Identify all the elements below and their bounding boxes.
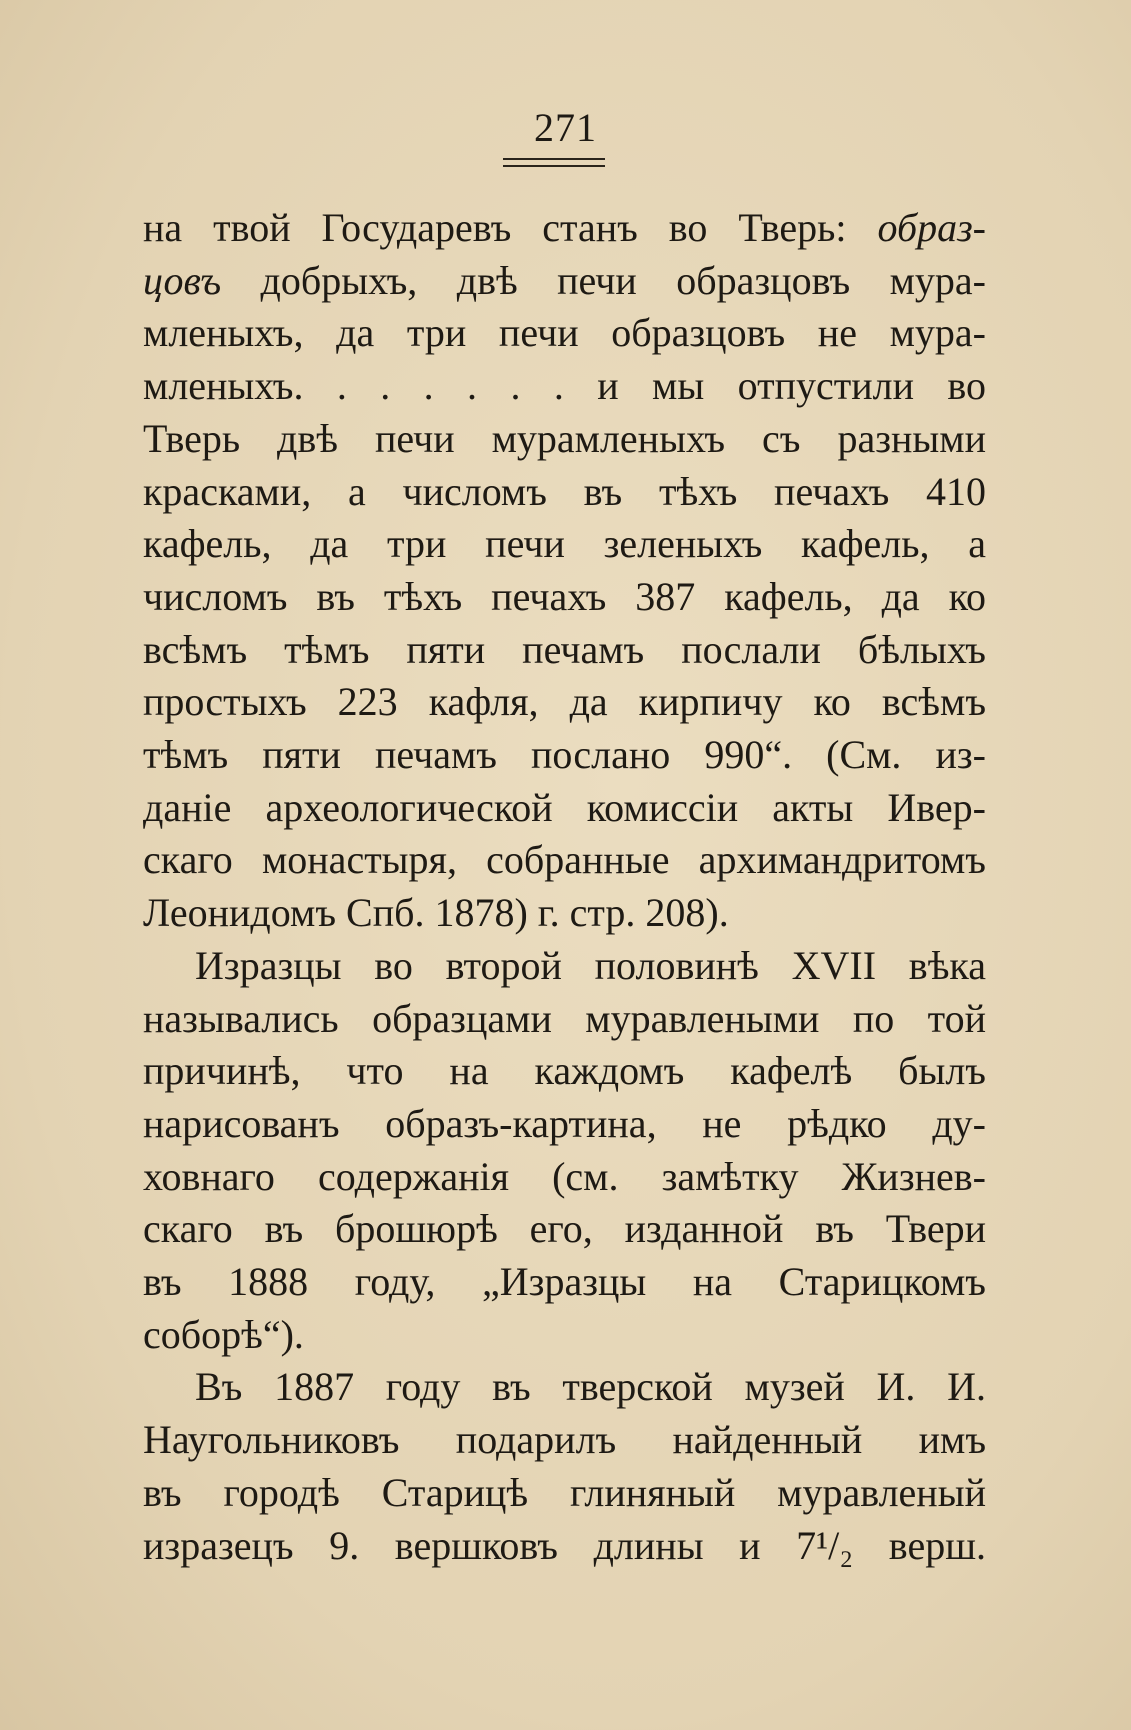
text-segment: нарисованъ образъ-картина, не рѣдко ду-	[143, 1100, 986, 1146]
text-line	[143, 202, 986, 255]
body-text	[143, 202, 986, 1572]
text-segment: мленыхъ, да три печи образцовъ не мура-	[143, 310, 986, 356]
text-line	[143, 1309, 986, 1362]
text-line	[143, 887, 986, 940]
text-segment: изразецъ 9. вершковъ длины и 7¹/₂ верш.	[143, 1522, 986, 1568]
text-line	[143, 834, 986, 887]
text-line	[143, 1520, 986, 1573]
text-segment: Въ 1887 году въ тверской музей И. И.	[195, 1364, 986, 1410]
text-line	[143, 518, 986, 571]
text-segment: Изразцы во второй половинѣ XVII вѣка	[195, 942, 986, 988]
text-line	[143, 729, 986, 782]
text-segment: всѣмъ тѣмъ пяти печамъ послали бѣлыхъ	[143, 626, 986, 672]
text-segment: кафель, да три печи зеленыхъ кафель, а	[143, 521, 986, 567]
text-line	[143, 1414, 986, 1467]
text-line	[143, 360, 986, 413]
text-segment: причинѣ, что на каждомъ кафелѣ былъ	[143, 1048, 986, 1094]
text-line	[143, 1151, 986, 1204]
text-line	[143, 993, 986, 1046]
header-rule	[503, 165, 605, 167]
italic-text: образ-	[877, 205, 986, 250]
text-line	[143, 782, 986, 835]
text-line	[143, 1045, 986, 1098]
text-segment: въ городѣ Старицѣ глиняный муравленый	[143, 1469, 986, 1515]
text-segment: мленыхъ. . . . . . . и мы отпустили во	[143, 363, 986, 409]
text-segment: Леонидомъ Спб. 1878) г. стр. 208).	[143, 890, 729, 936]
header-rule	[503, 158, 605, 160]
text-line	[143, 676, 986, 729]
text-line	[143, 1361, 986, 1414]
text-segment: соборѣ“).	[143, 1311, 304, 1357]
text-segment: скаго въ брошюрѣ его, изданной въ Твери	[143, 1206, 986, 1252]
text-line	[143, 413, 986, 466]
text-segment: числомъ въ тѣхъ печахъ 387 кафель, да ко	[143, 573, 986, 619]
text-segment: Наугольниковъ подарилъ найденный имъ	[143, 1417, 986, 1463]
text-segment: добрыхъ, двѣ печи образцовъ мура-	[221, 257, 986, 303]
text-segment: даніе археологической комиссіи акты Ивер-	[143, 784, 986, 830]
text-line	[143, 571, 986, 624]
text-segment: тѣмъ пяти печамъ послано 990“. (См. из-	[143, 732, 986, 778]
text-segment: скаго монастыря, собранные архимандритомъ	[143, 837, 986, 883]
text-segment: ховнаго содержанія (см. замѣтку Жизнев-	[143, 1153, 986, 1199]
text-segment: красками, а числомъ въ тѣхъ печахъ 410	[143, 468, 986, 514]
text-line	[143, 1256, 986, 1309]
italic-text: цовъ	[143, 257, 222, 303]
text-line	[143, 255, 986, 308]
text-line	[143, 307, 986, 360]
text-line	[143, 1098, 986, 1151]
text-segment: Тверь двѣ печи мурамленыхъ съ разными	[143, 415, 986, 461]
text-line	[143, 1203, 986, 1256]
text-segment: назывались образцами муравлеными по той	[143, 995, 986, 1041]
text-line	[143, 940, 986, 993]
text-segment: въ 1888 году, „Изразцы на Старицкомъ	[143, 1259, 986, 1305]
page-number: 271	[534, 105, 597, 150]
text-line	[143, 466, 986, 519]
text-line	[143, 1467, 986, 1520]
text-segment: на твой Государевъ станъ во Тверь:	[143, 205, 878, 250]
text-line	[143, 624, 986, 677]
text-segment: простыхъ 223 кафля, да кирпичу ко всѣмъ	[143, 679, 986, 725]
